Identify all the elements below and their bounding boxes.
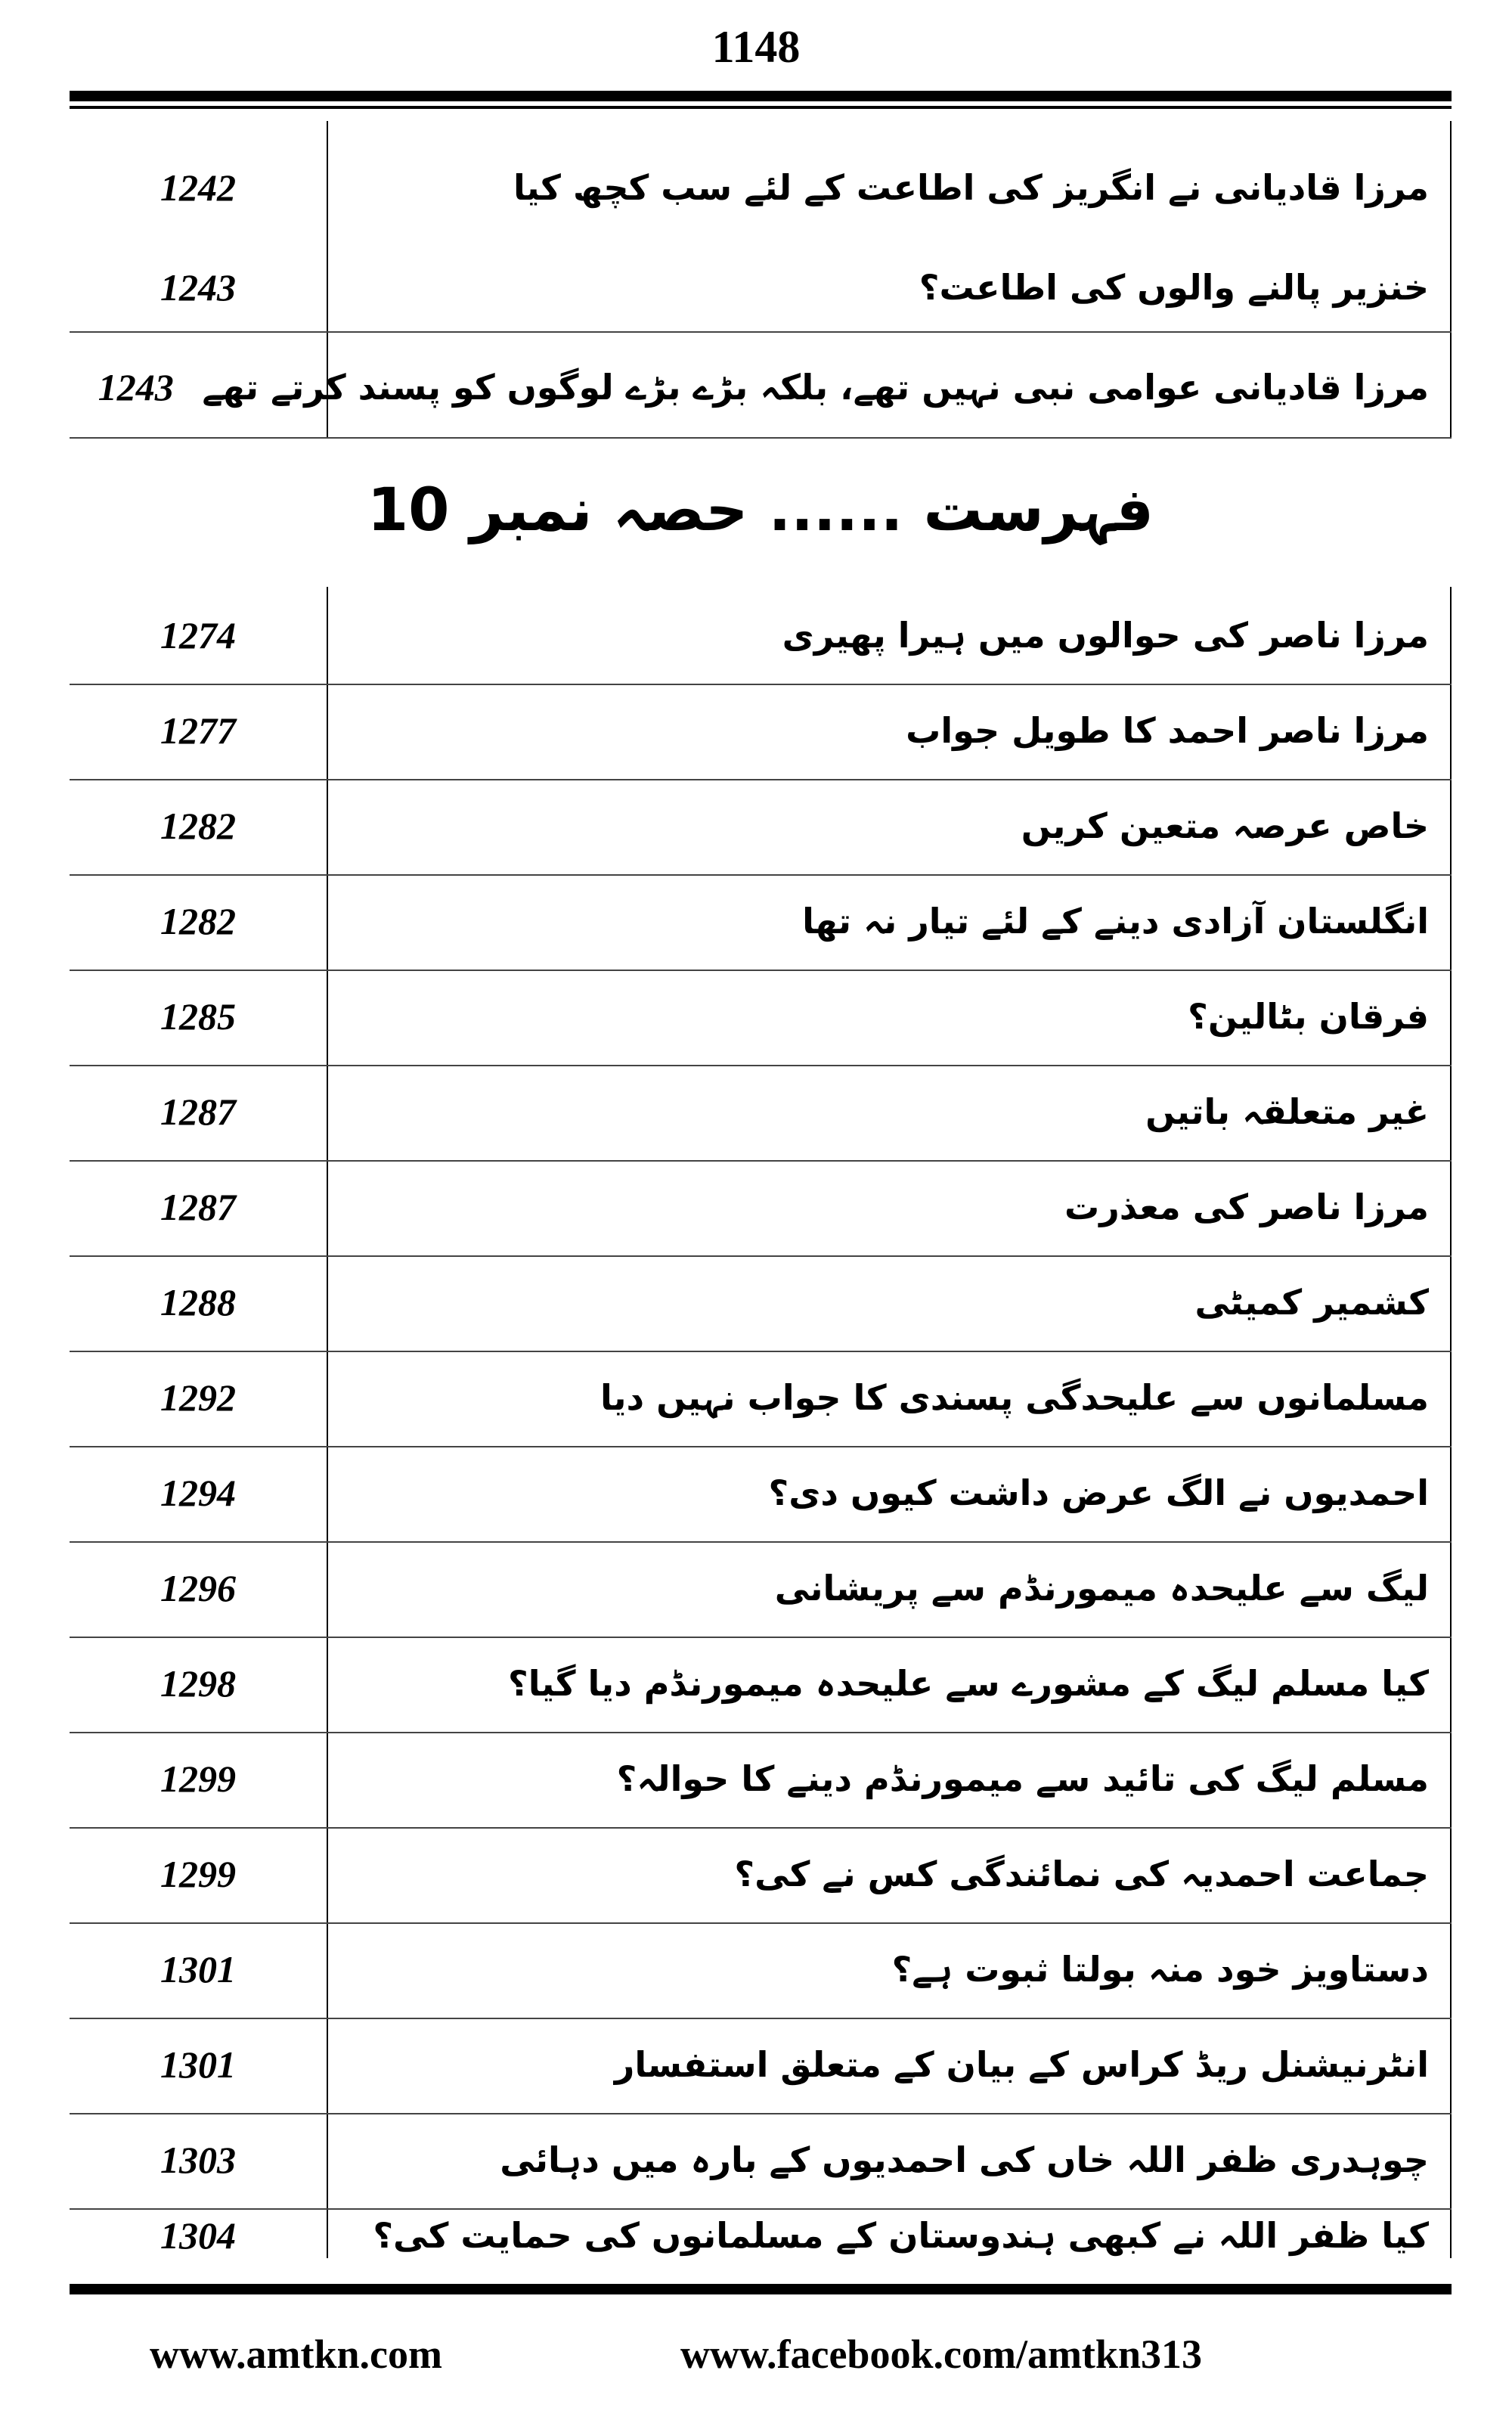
footer-website: www.amtkn.com	[150, 2332, 442, 2377]
toc-entry-page: 1287	[160, 1186, 236, 1228]
toc-entry	[70, 351, 1452, 424]
row-divider	[70, 874, 1452, 876]
section-heading: فہرست ...... حصہ نمبر 10	[367, 476, 1154, 544]
toc-entry-title: مرزا قادیانی عوامی نبی نہیں تھے، بلکہ بڑے بڑے لوگوں کو پسند کرتے تھے	[202, 367, 1429, 408]
toc-entry	[70, 597, 1452, 673]
toc-entry-page: 1301	[160, 1948, 236, 1990]
toc-entry	[70, 1360, 1452, 1435]
toc-entry-page: 1304	[160, 2214, 236, 2257]
toc-entry-page: 1274	[160, 614, 236, 656]
header-rule-thin	[70, 106, 1452, 109]
toc-entry-page: 1285	[160, 995, 236, 1038]
row-divider	[70, 779, 1452, 780]
toc-entry	[70, 883, 1452, 959]
page-number: 1148	[711, 22, 801, 72]
toc-entry	[70, 788, 1452, 864]
toc-entry	[70, 1836, 1452, 1912]
toc-entry-title: فرقان بٹالین؟	[1188, 996, 1429, 1037]
toc-entry-page: 1292	[160, 1376, 236, 1419]
row-divider	[70, 1351, 1452, 1352]
toc-entry	[70, 1264, 1452, 1340]
toc-entry-page: 1243	[98, 366, 174, 408]
toc-entry-title: خنزیر پالنے والوں کی اطاعت؟	[919, 267, 1429, 308]
toc-entry-page: 1243	[160, 266, 236, 309]
row-divider	[70, 331, 1452, 333]
toc-entry-page: 1277	[160, 709, 236, 752]
toc-entry-title: انگلستان آزادی دینے کے لئے تیار نہ تھا	[802, 901, 1429, 942]
toc-entry	[70, 251, 1452, 324]
toc-entry-title: لیگ سے علیحدہ میمورنڈم سے پریشانی	[774, 1568, 1429, 1609]
toc-entry-page: 1303	[160, 2139, 236, 2181]
toc-entry-page: 1288	[160, 1281, 236, 1323]
toc-entry	[70, 1550, 1452, 1626]
row-divider	[70, 437, 1452, 439]
toc-entry-title: غیر متعلقہ باتیں	[1145, 1091, 1429, 1132]
row-divider	[70, 1255, 1452, 1257]
row-divider	[70, 2208, 1452, 2210]
row-divider	[70, 1922, 1452, 1924]
toc-entry-title: کیا مسلم لیگ کے مشورے سے علیحدہ میمورنڈم دیا گیا؟	[508, 1663, 1429, 1704]
toc-entry-title: مرزا ناصر کی حوالوں میں ہیرا پھیری	[782, 615, 1429, 656]
row-divider	[70, 1732, 1452, 1733]
toc-entry-title: احمدیوں نے الگ عرض داشت کیوں دی؟	[768, 1472, 1429, 1513]
header-rule-thick	[70, 91, 1452, 101]
toc-entry-page: 1296	[160, 1567, 236, 1609]
toc-entry-title: انٹرنیشنل ریڈ کراس کے بیان کے متعلق استفسار	[614, 2044, 1429, 2085]
row-divider	[70, 1065, 1452, 1066]
toc-entry	[70, 1741, 1452, 1817]
toc-entry-title: کشمیر کمیٹی	[1194, 1282, 1429, 1323]
footer-facebook: www.facebook.com/amtkn313	[680, 2332, 1202, 2377]
row-divider	[70, 1827, 1452, 1829]
toc-entry	[70, 693, 1452, 768]
toc-entry	[70, 2122, 1452, 2198]
toc-entry-page: 1294	[160, 1472, 236, 1514]
toc-entry-title: مرزا ناصر احمد کا طویل جواب	[906, 710, 1429, 751]
toc-entry-title: دستاویز خود منہ بولتا ثبوت ہے؟	[891, 1949, 1429, 1990]
row-divider	[70, 2113, 1452, 2114]
row-divider	[70, 1541, 1452, 1543]
row-divider	[70, 684, 1452, 685]
toc-entry	[70, 1074, 1452, 1150]
toc-entry	[70, 979, 1452, 1054]
footer-rule-thick	[70, 2284, 1452, 2294]
toc-entry	[70, 2027, 1452, 2102]
toc-entry	[70, 1931, 1452, 2007]
toc-entry-title: خاص عرصہ متعین کریں	[1021, 805, 1429, 846]
row-divider	[70, 1446, 1452, 1447]
toc-entry-title: مسلمانوں سے علیحدگی پسندی کا جواب نہیں دیا	[600, 1377, 1429, 1418]
toc-entry-page: 1299	[160, 1853, 236, 1895]
row-divider	[70, 1637, 1452, 1638]
row-divider	[70, 1160, 1452, 1162]
toc-entry-title: مسلم لیگ کی تائید سے میمورنڈم دینے کا حوالہ؟	[616, 1758, 1429, 1799]
toc-entry-page: 1242	[160, 166, 236, 209]
toc-entry-title: مرزا قادیانی نے انگریز کی اطاعت کے لئے سب کچھ کیا	[513, 167, 1429, 208]
toc-entry	[70, 151, 1452, 224]
toc-entry	[70, 1169, 1452, 1245]
toc-entry-title: جماعت احمدیہ کی نمائندگی کس نے کی؟	[734, 1854, 1429, 1894]
toc-entry-page: 1282	[160, 805, 236, 847]
toc-entry-page: 1298	[160, 1662, 236, 1705]
row-divider	[70, 970, 1452, 971]
toc-table-top	[70, 121, 1452, 439]
toc-entry-page: 1287	[160, 1091, 236, 1133]
toc-entry-page: 1301	[160, 2043, 236, 2086]
toc-entry	[70, 1455, 1452, 1531]
toc-entry-page: 1282	[160, 900, 236, 942]
toc-entry-page: 1299	[160, 1758, 236, 1800]
row-divider	[70, 2018, 1452, 2019]
toc-entry	[70, 1646, 1452, 1721]
toc-entry-title: مرزا ناصر کی معذرت	[1064, 1187, 1429, 1227]
toc-entry-title: کیا ظفر اللہ نے کبھی ہندوستان کے مسلمانوں کی حمایت کی؟	[373, 2215, 1429, 2256]
toc-entry-title: چوہدری ظفر اللہ خاں کی احمدیوں کے بارہ میں دہائی	[500, 2139, 1429, 2180]
toc-table-section-10	[70, 587, 1452, 2258]
toc-entry	[70, 2213, 1452, 2258]
